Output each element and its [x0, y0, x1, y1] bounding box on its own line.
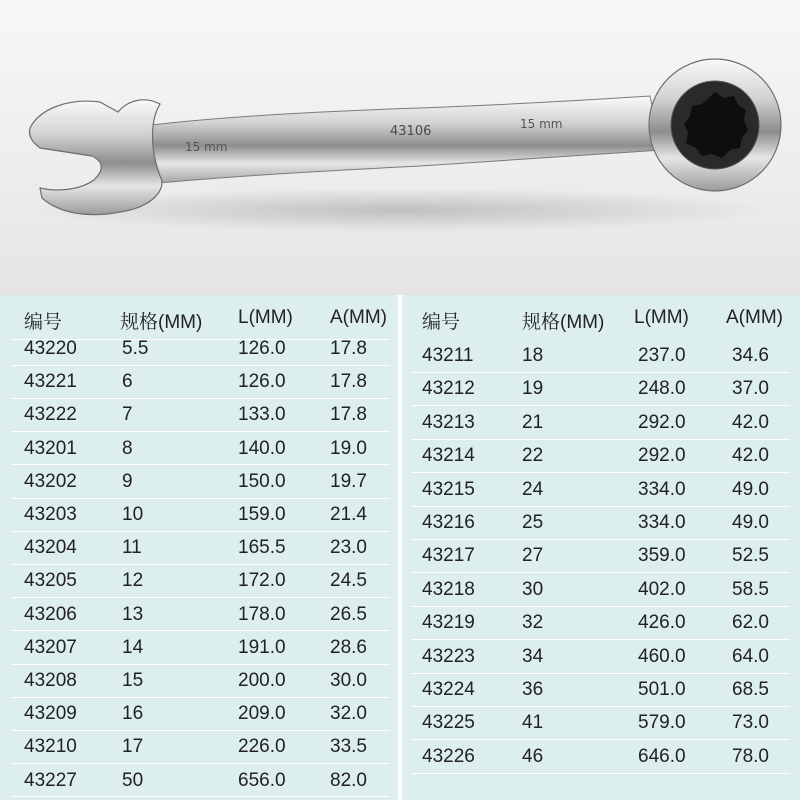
cell-code: 43213: [422, 411, 475, 433]
cell-length: 402.0: [638, 578, 686, 600]
table-row: [400, 640, 800, 673]
cell-length: 209.0: [238, 703, 286, 725]
cell-a: 58.5: [732, 578, 769, 600]
cell-length: 646.0: [638, 745, 686, 767]
cell-a: 23.0: [330, 537, 367, 559]
engraving-right-size: 15 mm: [520, 117, 563, 131]
cell-code: 43224: [422, 679, 475, 700]
cell-a: 33.5: [330, 736, 367, 758]
cell-a: 82.0: [330, 769, 367, 791]
table-row: [0, 764, 400, 797]
cell-a: 32.0: [330, 703, 367, 725]
cell-length: 200.0: [238, 670, 286, 691]
cell-spec: 7: [122, 404, 133, 426]
cell-length: 426.0: [638, 612, 686, 634]
cell-spec: 10: [122, 504, 144, 525]
cell-a: 68.5: [732, 679, 769, 700]
table-row: [0, 564, 400, 597]
cell-code: 43204: [24, 537, 77, 559]
cell-a: 42.0: [732, 411, 769, 433]
header-a: A(MM): [330, 307, 387, 328]
cell-a: 73.0: [732, 712, 769, 734]
cell-spec: 5.5: [122, 338, 149, 359]
table-row: [400, 539, 800, 572]
cell-code: 43217: [422, 545, 475, 567]
cell-spec: 17: [122, 736, 144, 758]
cell-spec: 9: [122, 470, 133, 492]
header-code: 编号: [422, 312, 461, 333]
engraving-model: 43106: [390, 124, 432, 139]
cell-length: 292.0: [638, 445, 686, 467]
cell-code: 43208: [24, 670, 77, 691]
table-row: [0, 498, 400, 531]
cell-code: 43202: [24, 470, 77, 492]
cell-code: 43209: [24, 703, 77, 725]
cell-code: 43214: [422, 445, 475, 467]
cell-spec: 41: [522, 712, 544, 734]
cell-spec: 50: [122, 769, 144, 791]
table-header-right: [400, 295, 800, 339]
cell-a: 17.8: [330, 404, 367, 426]
open-end-head: [29, 100, 161, 215]
table-row: [400, 606, 800, 639]
cell-code: 43205: [24, 570, 77, 592]
cell-length: 334.0: [638, 478, 686, 500]
cell-length: 150.0: [238, 470, 286, 492]
cell-spec: 30: [522, 578, 544, 600]
cell-spec: 16: [122, 703, 144, 725]
spec-table: [0, 295, 800, 800]
cell-code: 43223: [422, 645, 475, 667]
cell-a: 49.0: [732, 478, 769, 500]
cell-spec: 12: [122, 570, 144, 592]
table-row: [0, 531, 400, 564]
cell-a: 78.0: [732, 745, 769, 767]
cell-length: 172.0: [238, 570, 286, 592]
cell-spec: 34: [522, 645, 544, 667]
cell-code: 43225: [422, 712, 475, 734]
cell-a: 17.8: [330, 338, 367, 359]
cell-length: 126.0: [238, 371, 286, 393]
cell-spec: 36: [522, 679, 544, 700]
table-row: [0, 664, 400, 697]
cell-length: 579.0: [638, 712, 686, 734]
cell-spec: 11: [122, 537, 142, 559]
cell-a: 19.0: [330, 437, 367, 459]
cell-a: 52.5: [732, 545, 769, 567]
cell-a: 19.7: [330, 470, 367, 492]
cell-code: 43201: [24, 437, 77, 459]
spec-table-right: [400, 295, 800, 800]
header-code: 编号: [24, 312, 63, 333]
header-length: L(MM): [634, 307, 689, 328]
cell-length: 460.0: [638, 645, 686, 667]
cell-length: 656.0: [238, 769, 286, 791]
cell-a: 17.8: [330, 371, 367, 393]
table-row: [400, 706, 800, 739]
cell-length: 165.5: [238, 537, 286, 559]
cell-length: 126.0: [238, 338, 286, 359]
cell-spec: 25: [522, 512, 544, 533]
cell-spec: 13: [122, 603, 144, 625]
cell-code: 43221: [24, 371, 77, 393]
cell-length: 359.0: [638, 545, 686, 567]
cell-code: 43210: [24, 736, 77, 758]
table-row: [0, 465, 400, 498]
cell-code: 43226: [422, 745, 475, 767]
cell-a: 28.6: [330, 636, 367, 658]
row-rule: [412, 773, 790, 774]
cell-code: 43215: [422, 478, 475, 500]
spec-table-left: [0, 295, 400, 800]
cell-spec: 18: [522, 345, 544, 366]
table-row: [400, 573, 800, 606]
table-row: [0, 365, 400, 398]
cell-a: 24.5: [330, 570, 367, 592]
table-row: [400, 339, 800, 372]
cell-a: 37.0: [732, 378, 769, 400]
cell-length: 226.0: [238, 736, 286, 758]
table-row: [0, 432, 400, 465]
cell-code: 43222: [24, 404, 77, 426]
cell-a: 64.0: [732, 645, 769, 667]
product-photo: [0, 0, 800, 295]
table-row: [400, 740, 800, 773]
table-row: [400, 406, 800, 439]
cell-code: 43203: [24, 504, 77, 525]
cell-spec: 32: [522, 612, 544, 634]
cell-a: 21.4: [330, 504, 367, 525]
cell-code: 43219: [422, 612, 475, 634]
cell-code: 43216: [422, 512, 475, 533]
cell-a: 30.0: [330, 670, 367, 691]
cell-a: 34.6: [732, 345, 769, 366]
cell-code: 43227: [24, 769, 77, 791]
cell-a: 42.0: [732, 445, 769, 467]
cell-code: 43212: [422, 378, 475, 400]
cell-code: 43218: [422, 578, 475, 600]
table-row: [0, 631, 400, 664]
row-rule: [12, 796, 390, 797]
table-row: [400, 473, 800, 506]
cell-length: 248.0: [638, 378, 686, 400]
cell-length: 292.0: [638, 411, 686, 433]
header-length: L(MM): [238, 307, 293, 328]
cell-spec: 21: [522, 411, 544, 433]
cell-length: 334.0: [638, 512, 686, 533]
engraving-left-size: 15 mm: [185, 140, 228, 154]
cell-spec: 15: [122, 670, 144, 691]
cell-spec: 24: [522, 478, 544, 500]
cell-spec: 27: [522, 545, 544, 567]
table-row: [0, 332, 400, 365]
cell-length: 237.0: [638, 345, 686, 366]
cell-spec: 8: [122, 437, 133, 459]
table-row: [0, 697, 400, 730]
cell-length: 133.0: [238, 404, 286, 426]
cell-a: 62.0: [732, 612, 769, 634]
header-spec: 规格(MM): [120, 312, 203, 333]
table-row: [400, 439, 800, 472]
cell-spec: 19: [522, 378, 544, 400]
cell-spec: 14: [122, 636, 144, 658]
cell-code: 43206: [24, 603, 77, 625]
cell-code: 43220: [24, 338, 77, 359]
ratchet-wrench-image: [0, 0, 800, 295]
cell-spec: 46: [522, 745, 544, 767]
table-row: [0, 398, 400, 431]
cell-length: 191.0: [238, 636, 286, 658]
table-row: [0, 598, 400, 631]
header-a: A(MM): [726, 307, 783, 328]
header-spec: 规格(MM): [522, 312, 605, 333]
table-row: [400, 506, 800, 539]
cell-length: 178.0: [238, 603, 286, 625]
table-row: [0, 730, 400, 763]
cell-length: 140.0: [238, 437, 286, 459]
cell-a: 49.0: [732, 512, 769, 533]
cell-spec: 22: [522, 445, 544, 467]
cell-a: 26.5: [330, 603, 367, 625]
table-row: [400, 673, 800, 706]
cell-length: 501.0: [638, 679, 686, 700]
cell-spec: 6: [122, 371, 133, 393]
table-row: [400, 372, 800, 405]
cell-length: 159.0: [238, 504, 286, 525]
cell-code: 43207: [24, 636, 77, 658]
cell-code: 43211: [422, 345, 474, 366]
